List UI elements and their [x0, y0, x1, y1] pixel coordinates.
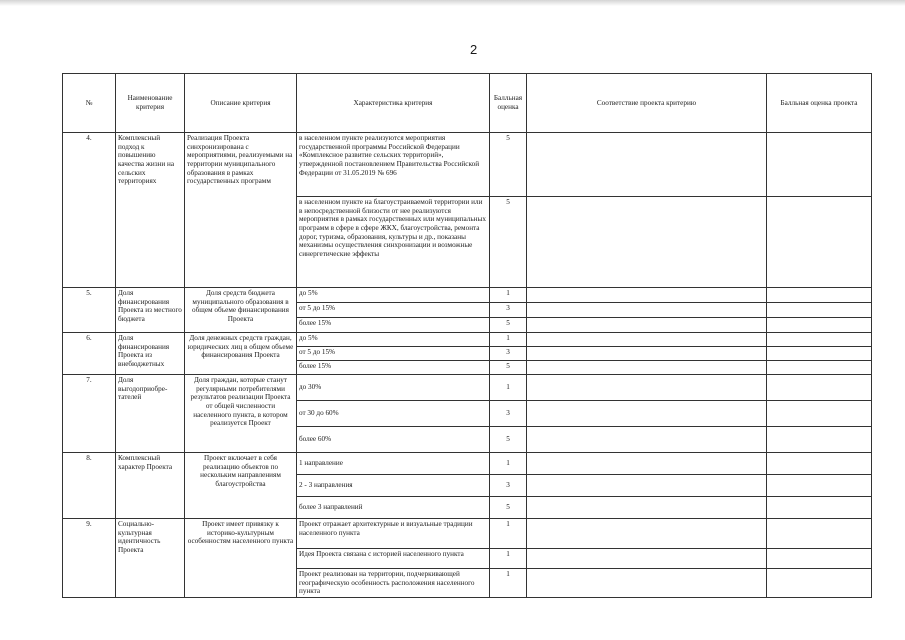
header-project-score: Балльная оценка проекта	[767, 74, 872, 133]
criterion-description: Доля граждан, которые станут регулярными потребителями результатов реализации Проекта от общей численности населенного пункта, в котором реализуется Проект	[185, 375, 297, 453]
page-number: 2	[470, 42, 478, 57]
criterion-score: 1	[490, 375, 527, 401]
criterion-characteristic: более 60%	[297, 427, 490, 453]
header-score: Балльная оценка	[490, 74, 527, 133]
criterion-score: 1	[490, 549, 527, 569]
project-score-cell	[767, 375, 872, 401]
header-correspondence: Соответствие проекта критерию	[527, 74, 767, 133]
table-row	[63, 333, 872, 347]
criterion-number: 9.	[63, 519, 116, 598]
criterion-name: Доля финансирования Проекта из местного бюджета	[116, 288, 185, 333]
criterion-characteristic: Проект реализован на территории, подчеркивающей географическую особенность расположения населенного пункта	[297, 569, 490, 598]
project-score-cell	[767, 318, 872, 333]
criterion-characteristic: Идея Проекта связана с историей населенного пункта	[297, 549, 490, 569]
criterion-characteristic: 2 - 3 направления	[297, 475, 490, 497]
correspondence-cell	[527, 288, 767, 303]
table-row	[63, 453, 872, 475]
header-name: Наименование критерия	[116, 74, 185, 133]
correspondence-cell	[527, 318, 767, 333]
criterion-score: 1	[490, 333, 527, 347]
header-characteristic: Характеристика критерия	[297, 74, 490, 133]
correspondence-cell	[527, 549, 767, 569]
project-score-cell	[767, 333, 872, 347]
correspondence-cell	[527, 519, 767, 549]
criterion-score: 5	[490, 497, 527, 519]
correspondence-cell	[527, 569, 767, 598]
criterion-name: Доля выгодоприобре-тателей	[116, 375, 185, 453]
criterion-characteristic: более 15%	[297, 318, 490, 333]
criterion-score: 3	[490, 401, 527, 427]
criterion-score: 1	[490, 288, 527, 303]
criterion-characteristic: Проект отражает архитектурные и визуальные традиции населенного пункта	[297, 519, 490, 549]
criterion-score: 3	[490, 475, 527, 497]
project-score-cell	[767, 401, 872, 427]
table-row	[63, 133, 872, 197]
project-score-cell	[767, 475, 872, 497]
table-row	[63, 375, 872, 401]
criterion-characteristic: от 5 до 15%	[297, 347, 490, 361]
correspondence-cell	[527, 401, 767, 427]
correspondence-cell	[527, 361, 767, 375]
correspondence-cell	[527, 427, 767, 453]
table-row	[63, 519, 872, 549]
project-score-cell	[767, 197, 872, 288]
project-score-cell	[767, 361, 872, 375]
criterion-name: Комплексный характер Проекта	[116, 453, 185, 519]
project-score-cell	[767, 453, 872, 475]
criterion-score: 5	[490, 361, 527, 375]
criterion-score: 1	[490, 569, 527, 598]
correspondence-cell	[527, 333, 767, 347]
project-score-cell	[767, 549, 872, 569]
criterion-score: 1	[490, 453, 527, 475]
criterion-characteristic: от 30 до 60%	[297, 401, 490, 427]
criterion-score: 3	[490, 303, 527, 318]
criterion-name: Комплексный подход к повышению качества жизни на сельских территориях	[116, 133, 185, 288]
criterion-description: Проект имеет привязку к историко-культурным особенностям населенного пункта	[185, 519, 297, 598]
criterion-score: 5	[490, 318, 527, 333]
criterion-number: 5.	[63, 288, 116, 333]
correspondence-cell	[527, 497, 767, 519]
correspondence-cell	[527, 453, 767, 475]
criterion-number: 4.	[63, 133, 116, 288]
correspondence-cell	[527, 133, 767, 197]
criterion-name: Доля финансирования Проекта из внебюджетных	[116, 333, 185, 375]
header-description: Описание критерия	[185, 74, 297, 133]
criterion-score: 1	[490, 519, 527, 549]
project-score-cell	[767, 288, 872, 303]
project-score-cell	[767, 519, 872, 549]
project-score-cell	[767, 347, 872, 361]
project-score-cell	[767, 427, 872, 453]
project-score-cell	[767, 569, 872, 598]
criterion-characteristic: в населенном пункте реализуются мероприятия государственной программы Российской Федерации «Комплексное развитие сельских территорий», утвержденной постановлением Правительства Российской Федерации от 31.05.2019 № 696	[297, 133, 490, 197]
criterion-score: 3	[490, 347, 527, 361]
criterion-name: Социально-культурная идентичность Проекта	[116, 519, 185, 598]
criterion-number: 8.	[63, 453, 116, 519]
project-score-cell	[767, 303, 872, 318]
header-num: №	[63, 74, 116, 133]
correspondence-cell	[527, 375, 767, 401]
criterion-characteristic: до 5%	[297, 333, 490, 347]
criterion-number: 7.	[63, 375, 116, 453]
table-row	[63, 288, 872, 303]
criterion-score: 5	[490, 133, 527, 197]
project-score-cell	[767, 497, 872, 519]
criterion-number: 6.	[63, 333, 116, 375]
criterion-characteristic: от 5 до 15%	[297, 303, 490, 318]
criterion-score: 5	[490, 197, 527, 288]
correspondence-cell	[527, 347, 767, 361]
criterion-description: Проект включает в себя реализацию объектов по нескольким направлениям благоустройства	[185, 453, 297, 519]
criterion-description: Реализация Проекта синхронизирована с мероприятиями, реализуемыми на территории муниципального образования в рамках государственных программ	[185, 133, 297, 288]
scan-edge-shadow	[0, 0, 905, 6]
criteria-table	[62, 73, 872, 598]
criterion-score: 5	[490, 427, 527, 453]
project-score-cell	[767, 133, 872, 197]
criterion-characteristic: более 15%	[297, 361, 490, 375]
correspondence-cell	[527, 303, 767, 318]
criterion-description: Доля средств бюджета муниципального образования в общем объеме финансирования Проекта	[185, 288, 297, 333]
criterion-characteristic: до 30%	[297, 375, 490, 401]
header-row	[63, 74, 872, 133]
criterion-characteristic: в населенном пункте на благоустраиваемой территории или в непосредственной близости от нее реализуются мероприятия в рамках государственных или муниципальных программ в сфере в сфере ЖКХ, благоустройства, ремонта дорог, туризма, образования, культуры и др., показаны механизмы осуществления синхронизации и возможные синергетические эффекты	[297, 197, 490, 288]
correspondence-cell	[527, 197, 767, 288]
criterion-description: Доля денежных средств граждан, юридических лиц в общем объеме финансирования Проекта	[185, 333, 297, 375]
criterion-characteristic: до 5%	[297, 288, 490, 303]
criterion-characteristic: более 3 направлений	[297, 497, 490, 519]
correspondence-cell	[527, 475, 767, 497]
criterion-characteristic: 1 направление	[297, 453, 490, 475]
